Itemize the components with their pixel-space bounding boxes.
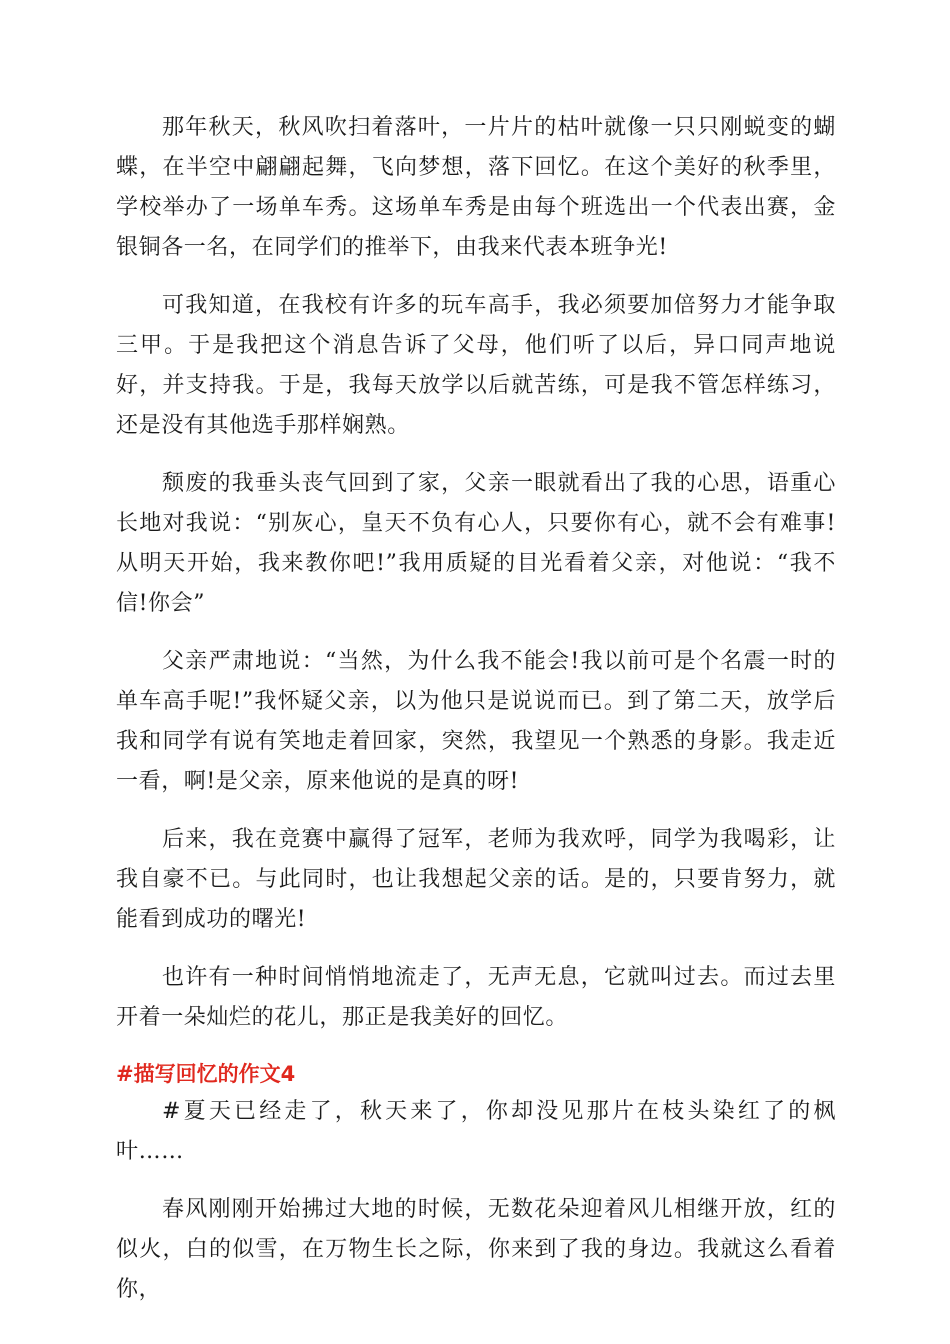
document-body [116, 108, 836, 1328]
paragraph-5: 后来，我在竞赛中赢得了冠军，老师为我欢呼，同学为我喝彩，让我自豪不已。与此同时，也让我想起父亲的话。是的，只要肯努力，就能看到成功的曙光! [116, 827, 836, 932]
paragraph-4: 父亲严肃地说：“当然，为什么我不能会!我以前可是个名震一时的单车高手呢!”我怀疑父亲，以为他只是说说而已。到了第二天，放学后我和同学有说有笑地走着回家，突然，我望见一个熟悉的身影。我走近一看，啊!是父亲，原来他说的是真的呀! [116, 649, 836, 794]
paragraph-7: #夏天已经走了，秋天来了，你却没见那片在枝头染红了的枫叶…… [116, 1099, 836, 1164]
paragraph-3: 颓废的我垂头丧气回到了家，父亲一眼就看出了我的心思，语重心长地对我说：“别灰心，皇天不负有心人，只要你有心，就不会有难事!从明天开始，我来教你吧!”我用质疑的目光看着父亲，对他说：“我不信!你会” [116, 471, 836, 616]
paragraph-8: 春风刚刚开始拂过大地的时候，无数花朵迎着风儿相继开放，红的似火，白的似雪，在万物生长之际，你来到了我的身边。我就这么看着你， [116, 1197, 836, 1302]
section-heading: #描写回忆的作文4 [116, 1062, 296, 1086]
paragraph-2: 可我知道，在我校有许多的玩车高手，我必须要加倍努力才能争取三甲。于是我把这个消息告诉了父母，他们听了以后，异口同声地说好，并支持我。于是，我每天放学以后就苦练，可是我不管怎样练习，还是没有其他选手那样娴熟。 [116, 293, 836, 438]
paragraph-6: 也许有一种时间悄悄地流走了，无声无息，它就叫过去。而过去里开着一朵灿烂的花儿，那正是我美好的回忆。 [116, 965, 836, 1030]
paragraph-1: 那年秋天，秋风吹扫着落叶，一片片的枯叶就像一只只刚蜕变的蝴蝶，在半空中翩翩起舞，飞向梦想，落下回忆。在这个美好的秋季里，学校举办了一场单车秀。这场单车秀是由每个班选出一个代表出赛，金银铜各一名，在同学们的推举下，由我来代表本班争光! [116, 115, 836, 260]
